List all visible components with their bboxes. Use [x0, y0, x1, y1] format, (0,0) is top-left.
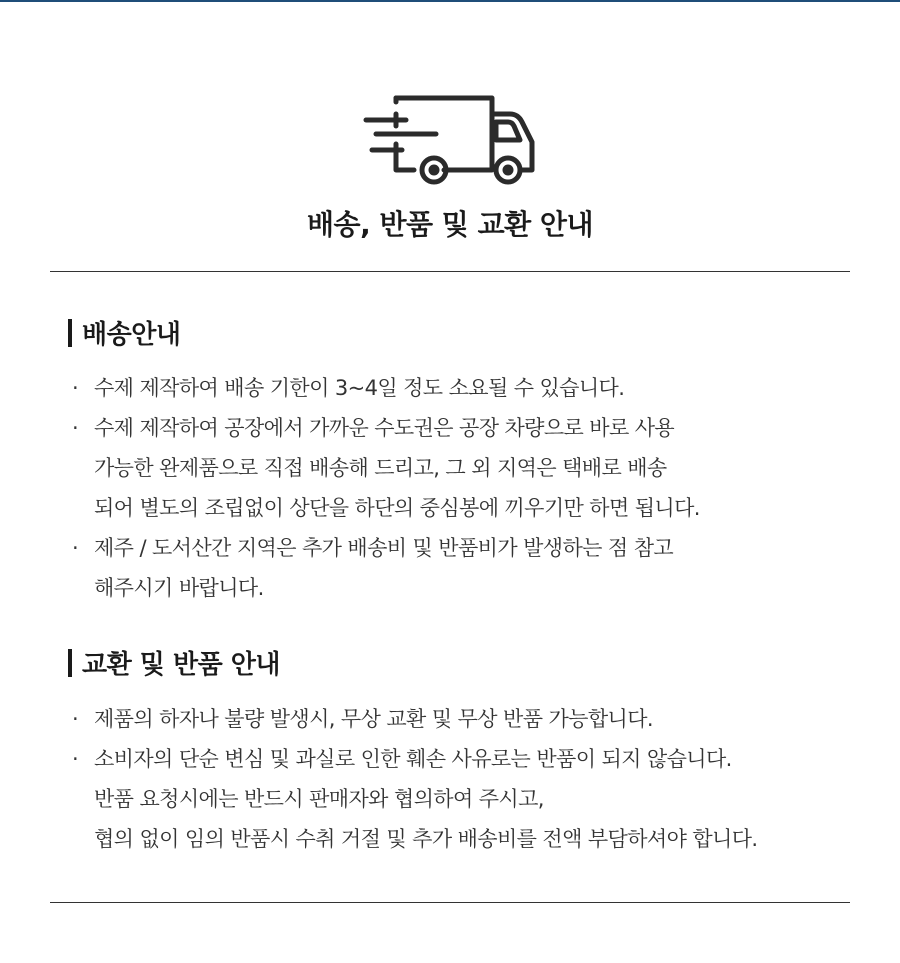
- list-item-text: 제주 / 도서산간 지역은 추가 배송비 및 반품비가 발생하는 점 참고: [94, 536, 674, 560]
- list-item-text: 제품의 하자나 불량 발생시, 무상 교환 및 무상 반품 가능합니다.: [94, 707, 653, 731]
- section-title-text: 교환 및 반품 안내: [82, 650, 280, 680]
- list-item-text: 가능한 완제품으로 직접 배송해 드리고, 그 외 지역은 택배로 배송: [94, 456, 667, 480]
- bullet: ·: [72, 376, 79, 400]
- section-title-delivery: [68, 314, 180, 351]
- list-item-text: 해주시기 바랍니다.: [94, 576, 264, 600]
- list-item: [70, 739, 757, 859]
- list-item: [70, 528, 700, 608]
- bullet: ·: [72, 536, 79, 560]
- list-item-text: 수제 제작하여 배송 기한이 3~4일 정도 소요될 수 있습니다.: [94, 376, 625, 400]
- bottom-divider: [50, 902, 850, 903]
- top-accent-line: [0, 0, 900, 2]
- list-item-text: 반품 요청시에는 반드시 판매자와 협의하여 주시고,: [94, 787, 544, 811]
- list-item-text: 되어 별도의 조립없이 상단을 하단의 중심봉에 끼우기만 하면 됩니다.: [94, 496, 700, 520]
- list-item-text: 협의 없이 임의 반품시 수취 거절 및 추가 배송비를 전액 부담하셔야 합니다.: [94, 827, 758, 851]
- list-item-text: 수제 제작하여 공장에서 가까운 수도권은 공장 차량으로 바로 사용: [94, 416, 675, 440]
- top-divider: [50, 271, 850, 272]
- list-item: [70, 368, 700, 408]
- bullet: ·: [72, 747, 79, 771]
- bullet: ·: [72, 416, 79, 440]
- section-title-exchange-return: [68, 644, 280, 681]
- delivery-info-list: [70, 368, 700, 608]
- bullet: ·: [72, 707, 79, 731]
- exchange-return-info-list: [70, 699, 757, 859]
- section-title-bar: [68, 649, 72, 677]
- page-title: 배송, 반품 및 교환 안내: [306, 208, 594, 241]
- section-title-bar: [68, 319, 72, 347]
- list-item: [70, 699, 757, 739]
- section-title-text: 배송안내: [82, 320, 181, 350]
- delivery-truck-icon: [362, 88, 538, 188]
- list-item-text: 소비자의 단순 변심 및 과실로 인한 훼손 사유로는 반품이 되지 않습니다.: [94, 747, 732, 771]
- list-item: [70, 408, 700, 528]
